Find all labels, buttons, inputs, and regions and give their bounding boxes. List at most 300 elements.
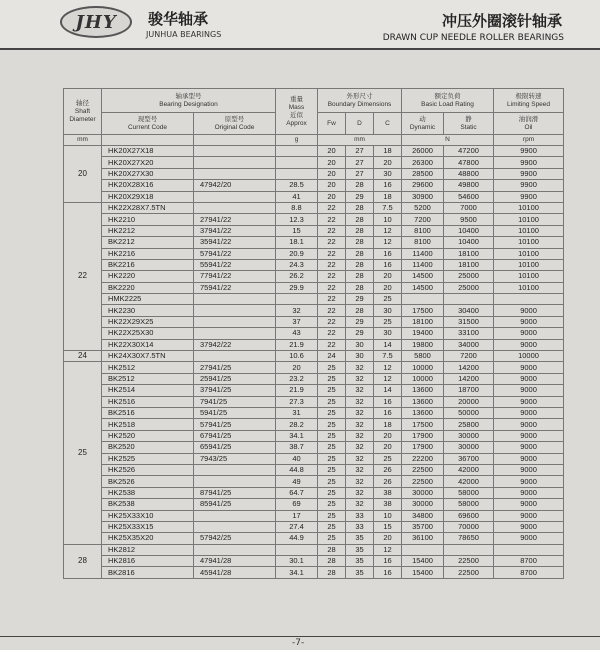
c-cell: 16 bbox=[374, 180, 402, 191]
speed-cell: 10100 bbox=[494, 259, 564, 270]
current-code-cell: HK22X29X25 bbox=[102, 316, 194, 327]
fw-cell: 20 bbox=[318, 146, 346, 157]
d-cell: 32 bbox=[346, 407, 374, 418]
fw-cell: 25 bbox=[318, 362, 346, 373]
dynamic-cell: 10000 bbox=[402, 362, 444, 373]
static-cell: 70000 bbox=[444, 521, 494, 532]
table-row bbox=[64, 180, 564, 191]
dynamic-cell: 17900 bbox=[402, 442, 444, 453]
d-cell: 28 bbox=[346, 202, 374, 213]
speed-cell: 9000 bbox=[494, 499, 564, 510]
current-code-cell: BK2526 bbox=[102, 476, 194, 487]
c-cell: 25 bbox=[374, 453, 402, 464]
header-dynamic: 动 Dynamic bbox=[402, 113, 444, 135]
mass-cell: 24.3 bbox=[276, 259, 318, 270]
original-code-cell bbox=[194, 328, 276, 339]
current-code-cell: HK22X30X14 bbox=[102, 339, 194, 350]
original-code-cell bbox=[194, 351, 276, 362]
speed-cell: 9000 bbox=[494, 373, 564, 384]
c-cell: 16 bbox=[374, 407, 402, 418]
original-code-cell: 57941/25 bbox=[194, 419, 276, 430]
fw-cell: 25 bbox=[318, 442, 346, 453]
dynamic-cell: 8100 bbox=[402, 225, 444, 236]
fw-cell: 28 bbox=[318, 567, 346, 578]
original-code-cell: 37942/22 bbox=[194, 339, 276, 350]
mass-cell: 64.7 bbox=[276, 487, 318, 498]
mass-cell: 43 bbox=[276, 328, 318, 339]
table-row bbox=[64, 157, 564, 168]
static-cell: 58000 bbox=[444, 499, 494, 510]
fw-cell: 25 bbox=[318, 373, 346, 384]
header-d: D bbox=[346, 113, 374, 135]
speed-cell: 9000 bbox=[494, 487, 564, 498]
d-cell: 32 bbox=[346, 499, 374, 510]
speed-cell: 9000 bbox=[494, 442, 564, 453]
current-code-cell: HK24X30X7.5TN bbox=[102, 351, 194, 362]
speed-cell: 9900 bbox=[494, 168, 564, 179]
fw-cell: 22 bbox=[318, 214, 346, 225]
static-cell: 58000 bbox=[444, 487, 494, 498]
d-cell: 32 bbox=[346, 373, 374, 384]
speed-cell: 9900 bbox=[494, 191, 564, 202]
speed-cell: 9000 bbox=[494, 396, 564, 407]
current-code-cell: HK2518 bbox=[102, 419, 194, 430]
speed-cell: 9900 bbox=[494, 146, 564, 157]
dynamic-cell: 26300 bbox=[402, 157, 444, 168]
speed-cell: 8700 bbox=[494, 556, 564, 567]
unit-load: N bbox=[402, 135, 494, 146]
table-row bbox=[64, 191, 564, 202]
d-cell: 32 bbox=[346, 396, 374, 407]
original-code-cell: 35941/22 bbox=[194, 237, 276, 248]
speed-cell: 9000 bbox=[494, 407, 564, 418]
original-code-cell: 57942/25 bbox=[194, 533, 276, 544]
static-cell: 18100 bbox=[444, 248, 494, 259]
header-current-code: 现型号 Current Code bbox=[102, 113, 194, 135]
speed-cell: 10100 bbox=[494, 214, 564, 225]
mass-cell: 30.1 bbox=[276, 556, 318, 567]
current-code-cell: HK25X33X15 bbox=[102, 521, 194, 532]
c-cell: 18 bbox=[374, 191, 402, 202]
table-row bbox=[64, 521, 564, 532]
dynamic-cell: 30900 bbox=[402, 191, 444, 202]
table-row bbox=[64, 487, 564, 498]
table-row bbox=[64, 146, 564, 157]
table-row bbox=[64, 544, 564, 555]
speed-cell: 9000 bbox=[494, 533, 564, 544]
static-cell: 30400 bbox=[444, 305, 494, 316]
c-cell: 16 bbox=[374, 248, 402, 259]
fw-cell: 22 bbox=[318, 225, 346, 236]
d-cell: 28 bbox=[346, 282, 374, 293]
dynamic-cell: 14500 bbox=[402, 271, 444, 282]
static-cell: 25000 bbox=[444, 271, 494, 282]
original-code-cell bbox=[194, 544, 276, 555]
dynamic-cell: 35700 bbox=[402, 521, 444, 532]
c-cell: 20 bbox=[374, 271, 402, 282]
table-row bbox=[64, 510, 564, 521]
c-cell: 16 bbox=[374, 556, 402, 567]
speed-cell: 9000 bbox=[494, 362, 564, 373]
speed-cell: 10100 bbox=[494, 248, 564, 259]
fw-cell: 25 bbox=[318, 521, 346, 532]
mass-cell: 28.2 bbox=[276, 419, 318, 430]
c-cell: 16 bbox=[374, 259, 402, 270]
mass-cell: 26.2 bbox=[276, 271, 318, 282]
original-code-cell: 45941/28 bbox=[194, 567, 276, 578]
mass-cell bbox=[276, 146, 318, 157]
original-code-cell: 55941/22 bbox=[194, 259, 276, 270]
original-code-cell bbox=[194, 157, 276, 168]
c-cell: 10 bbox=[374, 510, 402, 521]
dynamic-cell: 17900 bbox=[402, 430, 444, 441]
d-cell: 28 bbox=[346, 237, 374, 248]
d-cell: 32 bbox=[346, 442, 374, 453]
fw-cell: 22 bbox=[318, 237, 346, 248]
mass-cell: 21.9 bbox=[276, 339, 318, 350]
fw-cell: 28 bbox=[318, 556, 346, 567]
current-code-cell: HK25X33X10 bbox=[102, 510, 194, 521]
speed-cell: 9000 bbox=[494, 385, 564, 396]
header-bearing-designation: 轴承型号 Bearing Designation bbox=[102, 89, 276, 113]
page-number: -7- bbox=[292, 638, 305, 648]
d-cell: 28 bbox=[346, 259, 374, 270]
unit-mass: g bbox=[276, 135, 318, 146]
current-code-cell: HK20X27X18 bbox=[102, 146, 194, 157]
static-cell: 10400 bbox=[444, 237, 494, 248]
mass-cell: 10.6 bbox=[276, 351, 318, 362]
current-code-cell: HK2526 bbox=[102, 464, 194, 475]
fw-cell: 25 bbox=[318, 453, 346, 464]
fw-cell: 25 bbox=[318, 487, 346, 498]
original-code-cell: 85941/25 bbox=[194, 499, 276, 510]
mass-cell: 34.1 bbox=[276, 567, 318, 578]
original-code-cell bbox=[194, 464, 276, 475]
current-code-cell: HK2220 bbox=[102, 271, 194, 282]
table-row bbox=[64, 396, 564, 407]
dynamic-cell: 11400 bbox=[402, 248, 444, 259]
table-row bbox=[64, 362, 564, 373]
d-cell: 35 bbox=[346, 544, 374, 555]
speed-cell: 10100 bbox=[494, 225, 564, 236]
table-row bbox=[64, 442, 564, 453]
static-cell: 22500 bbox=[444, 567, 494, 578]
d-cell: 32 bbox=[346, 362, 374, 373]
current-code-cell: HK2516 bbox=[102, 396, 194, 407]
mass-cell: 34.1 bbox=[276, 430, 318, 441]
fw-cell: 20 bbox=[318, 157, 346, 168]
static-cell: 54600 bbox=[444, 191, 494, 202]
dynamic-cell: 14500 bbox=[402, 282, 444, 293]
d-cell: 28 bbox=[346, 214, 374, 225]
c-cell: 20 bbox=[374, 157, 402, 168]
table-row bbox=[64, 305, 564, 316]
d-cell: 32 bbox=[346, 419, 374, 430]
page-title-en: DRAWN CUP NEEDLE ROLLER BEARINGS bbox=[382, 33, 564, 43]
static-cell: 9500 bbox=[444, 214, 494, 225]
c-cell: 38 bbox=[374, 487, 402, 498]
static-cell: 69600 bbox=[444, 510, 494, 521]
d-cell: 32 bbox=[346, 487, 374, 498]
current-code-cell: BK2520 bbox=[102, 442, 194, 453]
static-cell: 14200 bbox=[444, 373, 494, 384]
static-cell: 30000 bbox=[444, 442, 494, 453]
speed-cell: 10100 bbox=[494, 237, 564, 248]
dynamic-cell: 30000 bbox=[402, 499, 444, 510]
static-cell: 7200 bbox=[444, 351, 494, 362]
mass-cell: 15 bbox=[276, 225, 318, 236]
table-row bbox=[64, 168, 564, 179]
bearing-table-container bbox=[63, 88, 563, 579]
dynamic-cell: 30000 bbox=[402, 487, 444, 498]
static-cell: 47200 bbox=[444, 146, 494, 157]
mass-cell: 38.7 bbox=[276, 442, 318, 453]
original-code-cell: 7943/25 bbox=[194, 453, 276, 464]
brand-name-en: JUNHUA BEARINGS bbox=[146, 30, 222, 39]
dynamic-cell: 17500 bbox=[402, 419, 444, 430]
original-code-cell: 87941/25 bbox=[194, 487, 276, 498]
logo-text: JHY bbox=[75, 12, 117, 33]
static-cell: 25800 bbox=[444, 419, 494, 430]
c-cell: 15 bbox=[374, 521, 402, 532]
dynamic-cell: 10000 bbox=[402, 373, 444, 384]
c-cell: 20 bbox=[374, 442, 402, 453]
speed-cell: 9000 bbox=[494, 316, 564, 327]
table-row bbox=[64, 407, 564, 418]
speed-cell bbox=[494, 294, 564, 305]
current-code-cell: HK2210 bbox=[102, 214, 194, 225]
current-code-cell: BK2512 bbox=[102, 373, 194, 384]
original-code-cell: 7941/25 bbox=[194, 396, 276, 407]
fw-cell: 25 bbox=[318, 499, 346, 510]
speed-cell: 9000 bbox=[494, 464, 564, 475]
dynamic-cell: 11400 bbox=[402, 259, 444, 270]
mass-cell: 31 bbox=[276, 407, 318, 418]
table-row bbox=[64, 430, 564, 441]
static-cell: 30000 bbox=[444, 430, 494, 441]
current-code-cell: BK2212 bbox=[102, 237, 194, 248]
dynamic-cell: 17500 bbox=[402, 305, 444, 316]
mass-cell: 44.9 bbox=[276, 533, 318, 544]
d-cell: 32 bbox=[346, 430, 374, 441]
fw-cell: 22 bbox=[318, 294, 346, 305]
shaft-diameter-cell: 25 bbox=[64, 362, 102, 544]
mass-cell: 40 bbox=[276, 453, 318, 464]
d-cell: 29 bbox=[346, 328, 374, 339]
fw-cell: 25 bbox=[318, 407, 346, 418]
c-cell: 26 bbox=[374, 476, 402, 487]
c-cell: 14 bbox=[374, 339, 402, 350]
c-cell: 30 bbox=[374, 168, 402, 179]
unit-dimensions: mm bbox=[318, 135, 402, 146]
table-row bbox=[64, 556, 564, 567]
fw-cell: 25 bbox=[318, 476, 346, 487]
static-cell: 50000 bbox=[444, 407, 494, 418]
c-cell: 25 bbox=[374, 316, 402, 327]
fw-cell: 25 bbox=[318, 385, 346, 396]
fw-cell: 22 bbox=[318, 316, 346, 327]
fw-cell: 28 bbox=[318, 544, 346, 555]
d-cell: 28 bbox=[346, 305, 374, 316]
dynamic-cell: 22500 bbox=[402, 464, 444, 475]
header-boundary-dimensions: 外形尺寸 Boundary Dimensions bbox=[318, 89, 402, 113]
original-code-cell: 77941/22 bbox=[194, 271, 276, 282]
table-row bbox=[64, 225, 564, 236]
d-cell: 33 bbox=[346, 510, 374, 521]
d-cell: 28 bbox=[346, 225, 374, 236]
c-cell: 12 bbox=[374, 544, 402, 555]
speed-cell: 9900 bbox=[494, 157, 564, 168]
brand-name-cn: 骏华轴承 bbox=[148, 10, 209, 28]
mass-cell: 8.8 bbox=[276, 202, 318, 213]
static-cell: 10400 bbox=[444, 225, 494, 236]
current-code-cell: HK25X35X20 bbox=[102, 533, 194, 544]
c-cell: 18 bbox=[374, 146, 402, 157]
mass-cell: 18.1 bbox=[276, 237, 318, 248]
mass-cell: 21.9 bbox=[276, 385, 318, 396]
dynamic-cell: 7200 bbox=[402, 214, 444, 225]
table-row bbox=[64, 328, 564, 339]
speed-cell: 9000 bbox=[494, 510, 564, 521]
static-cell bbox=[444, 544, 494, 555]
speed-cell: 10000 bbox=[494, 351, 564, 362]
fw-cell: 25 bbox=[318, 464, 346, 475]
static-cell: 25000 bbox=[444, 282, 494, 293]
c-cell: 30 bbox=[374, 328, 402, 339]
current-code-cell: HK2512 bbox=[102, 362, 194, 373]
d-cell: 32 bbox=[346, 453, 374, 464]
fw-cell: 22 bbox=[318, 202, 346, 213]
mass-cell: 49 bbox=[276, 476, 318, 487]
static-cell: 42000 bbox=[444, 464, 494, 475]
current-code-cell: BK2538 bbox=[102, 499, 194, 510]
fw-cell: 25 bbox=[318, 396, 346, 407]
mass-cell: 12.3 bbox=[276, 214, 318, 225]
dynamic-cell: 26000 bbox=[402, 146, 444, 157]
fw-cell: 22 bbox=[318, 271, 346, 282]
table-row bbox=[64, 567, 564, 578]
original-code-cell bbox=[194, 202, 276, 213]
current-code-cell: HK22X28X7.5TN bbox=[102, 202, 194, 213]
original-code-cell bbox=[194, 305, 276, 316]
page-title-cn: 冲压外圈滚针轴承 bbox=[441, 12, 562, 30]
d-cell: 33 bbox=[346, 521, 374, 532]
footer-divider bbox=[0, 636, 600, 637]
speed-cell: 9000 bbox=[494, 305, 564, 316]
d-cell: 30 bbox=[346, 351, 374, 362]
speed-cell: 9000 bbox=[494, 339, 564, 350]
c-cell: 20 bbox=[374, 533, 402, 544]
fw-cell: 25 bbox=[318, 419, 346, 430]
c-cell: 12 bbox=[374, 225, 402, 236]
original-code-cell: 57941/22 bbox=[194, 248, 276, 259]
original-code-cell bbox=[194, 191, 276, 202]
header-limiting-speed: 极限转速 Limiting Speed bbox=[494, 89, 564, 113]
speed-cell: 8700 bbox=[494, 567, 564, 578]
speed-cell: 9000 bbox=[494, 328, 564, 339]
jhy-logo bbox=[60, 6, 132, 38]
original-code-cell bbox=[194, 146, 276, 157]
current-code-cell: HK2212 bbox=[102, 225, 194, 236]
original-code-cell bbox=[194, 294, 276, 305]
c-cell: 18 bbox=[374, 419, 402, 430]
speed-cell: 9000 bbox=[494, 419, 564, 430]
d-cell: 27 bbox=[346, 157, 374, 168]
speed-cell: 9000 bbox=[494, 453, 564, 464]
original-code-cell bbox=[194, 510, 276, 521]
fw-cell: 20 bbox=[318, 180, 346, 191]
shaft-diameter-cell: 24 bbox=[64, 351, 102, 362]
c-cell: 10 bbox=[374, 214, 402, 225]
dynamic-cell: 28500 bbox=[402, 168, 444, 179]
c-cell: 20 bbox=[374, 282, 402, 293]
original-code-cell bbox=[194, 476, 276, 487]
dynamic-cell: 36100 bbox=[402, 533, 444, 544]
shaft-diameter-cell: 22 bbox=[64, 202, 102, 350]
c-cell: 7.5 bbox=[374, 351, 402, 362]
current-code-cell: HK2216 bbox=[102, 248, 194, 259]
d-cell: 32 bbox=[346, 476, 374, 487]
mass-cell bbox=[276, 294, 318, 305]
header-original-code: 原型号 Original Code bbox=[194, 113, 276, 135]
shaft-diameter-cell: 20 bbox=[64, 146, 102, 203]
dynamic-cell: 5800 bbox=[402, 351, 444, 362]
unit-speed: rpm bbox=[494, 135, 564, 146]
current-code-cell: HK22X25X30 bbox=[102, 328, 194, 339]
d-cell: 32 bbox=[346, 464, 374, 475]
speed-cell: 9900 bbox=[494, 180, 564, 191]
dynamic-cell bbox=[402, 544, 444, 555]
original-code-cell: 37941/25 bbox=[194, 385, 276, 396]
speed-cell: 9000 bbox=[494, 476, 564, 487]
table-row bbox=[64, 259, 564, 270]
current-code-cell: HK20X27X30 bbox=[102, 168, 194, 179]
c-cell: 20 bbox=[374, 430, 402, 441]
mass-cell bbox=[276, 157, 318, 168]
table-row bbox=[64, 499, 564, 510]
static-cell: 22500 bbox=[444, 556, 494, 567]
c-cell: 38 bbox=[374, 499, 402, 510]
original-code-cell: 67941/25 bbox=[194, 430, 276, 441]
fw-cell: 22 bbox=[318, 339, 346, 350]
original-code-cell: 27941/25 bbox=[194, 362, 276, 373]
current-code-cell: HK2230 bbox=[102, 305, 194, 316]
header-fw: Fw bbox=[318, 113, 346, 135]
d-cell: 28 bbox=[346, 180, 374, 191]
mass-cell: 27.4 bbox=[276, 521, 318, 532]
static-cell: 42000 bbox=[444, 476, 494, 487]
header-static: 静 Static bbox=[444, 113, 494, 135]
mass-cell: 20.9 bbox=[276, 248, 318, 259]
original-code-cell: 65941/25 bbox=[194, 442, 276, 453]
dynamic-cell: 8100 bbox=[402, 237, 444, 248]
dynamic-cell: 22200 bbox=[402, 453, 444, 464]
dynamic-cell: 15400 bbox=[402, 567, 444, 578]
table-row bbox=[64, 476, 564, 487]
original-code-cell: 75941/22 bbox=[194, 282, 276, 293]
mass-cell: 23.2 bbox=[276, 373, 318, 384]
original-code-cell: 47942/20 bbox=[194, 180, 276, 191]
dynamic-cell: 18100 bbox=[402, 316, 444, 327]
dynamic-cell: 13600 bbox=[402, 385, 444, 396]
page-footer bbox=[0, 638, 600, 650]
d-cell: 30 bbox=[346, 339, 374, 350]
speed-cell: 9000 bbox=[494, 521, 564, 532]
current-code-cell: HK2525 bbox=[102, 453, 194, 464]
c-cell: 12 bbox=[374, 373, 402, 384]
original-code-cell: 25941/25 bbox=[194, 373, 276, 384]
dynamic-cell: 19800 bbox=[402, 339, 444, 350]
